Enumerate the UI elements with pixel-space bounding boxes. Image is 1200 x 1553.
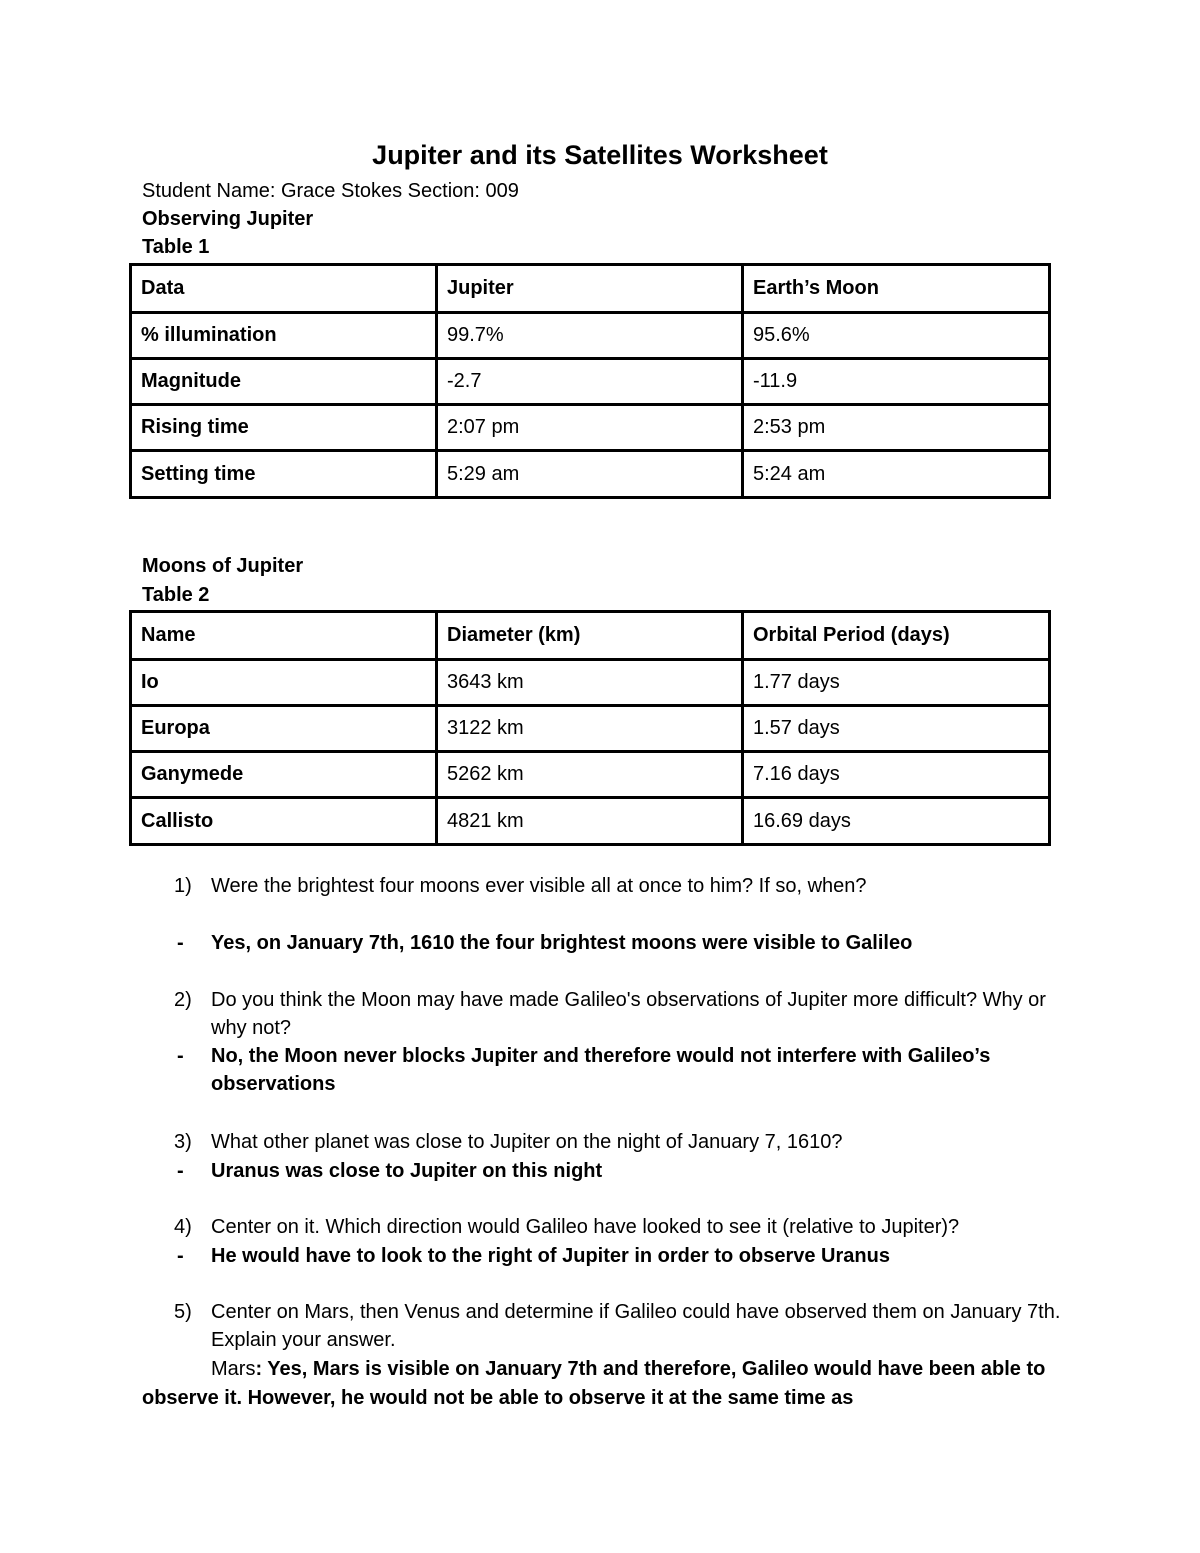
row-label: Magnitude: [131, 359, 437, 405]
question-text: Were the brightest four moons ever visible all at once to him? If so, when?: [211, 875, 867, 897]
header-cell: Diameter (km): [437, 612, 743, 660]
question-number: 4): [174, 1216, 192, 1238]
table-cell: 2:53 pm: [743, 405, 1050, 451]
question-text: Center on it. Which direction would Galileo have looked to see it (relative to Jupiter)?: [211, 1216, 960, 1238]
section-heading-moons: Moons of Jupiter: [142, 555, 304, 577]
table-header-row: [131, 612, 1050, 660]
header-cell: Data: [131, 265, 437, 313]
table-cell: 5262 km: [437, 752, 743, 798]
table-cell: 5:24 am: [743, 451, 1050, 498]
answer-text: Uranus was close to Jupiter on this night: [211, 1160, 603, 1182]
answer-dash: -: [177, 1045, 184, 1067]
header-cell: Earth’s Moon: [743, 265, 1050, 313]
answer-5-mars: [142, 1355, 1062, 1412]
table-row: [131, 313, 1050, 359]
table-cell: 1.77 days: [743, 660, 1050, 706]
table-cell: -2.7: [437, 359, 743, 405]
row-label: % illumination: [131, 313, 437, 359]
table-row: [131, 451, 1050, 498]
row-label: Rising time: [131, 405, 437, 451]
question-number: 5): [174, 1301, 192, 1323]
table-cell: 3643 km: [437, 660, 743, 706]
row-label: Europa: [131, 706, 437, 752]
header-cell: Jupiter: [437, 265, 743, 313]
student-info: Student Name: Grace Stokes Section: 009: [142, 180, 519, 202]
table-cell: 4821 km: [437, 798, 743, 845]
table-cell: 95.6%: [743, 313, 1050, 359]
table-cell: 99.7%: [437, 313, 743, 359]
table-cell: 5:29 am: [437, 451, 743, 498]
row-label: Io: [131, 660, 437, 706]
answer-dash: -: [177, 1245, 184, 1267]
table2-label: Table 2: [142, 584, 210, 606]
table-row: [131, 706, 1050, 752]
table-header-row: [131, 265, 1050, 313]
table-row: [131, 752, 1050, 798]
table-cell: 7.16 days: [743, 752, 1050, 798]
mars-label: Mars: [211, 1358, 256, 1380]
answer-text: No, the Moon never blocks Jupiter and therefore would not interfere with Galileo’s observations: [211, 1045, 991, 1095]
answer-dash: -: [177, 932, 184, 954]
table-row: [131, 359, 1050, 405]
row-label: Setting time: [131, 451, 437, 498]
question-text: Do you think the Moon may have made Galileo's observations of Jupiter more difficult? Why or why not?: [211, 989, 1046, 1039]
header-cell: Name: [131, 612, 437, 660]
table-cell: 3122 km: [437, 706, 743, 752]
table-row: [131, 660, 1050, 706]
header-cell: Orbital Period (days): [743, 612, 1050, 660]
question-number: 2): [174, 989, 192, 1011]
question-number: 1): [174, 875, 192, 897]
question-text: Center on Mars, then Venus and determine if Galileo could have observed them on January 7th. Explain your answer.: [211, 1301, 1061, 1351]
table-row: [131, 405, 1050, 451]
page-title: Jupiter and its Satellites Worksheet: [372, 140, 828, 170]
section-heading-observing: Observing Jupiter: [142, 208, 314, 230]
answer-dash: -: [177, 1160, 184, 1182]
question-text: What other planet was close to Jupiter on the night of January 7, 1610?: [211, 1131, 843, 1153]
row-label: Ganymede: [131, 752, 437, 798]
table2-moons-of-jupiter: [129, 610, 1051, 846]
table-cell: 2:07 pm: [437, 405, 743, 451]
mars-answer: : Yes, Mars is visible on January 7th and therefore, Galileo would have been able to observe it. However, he would not be able to observe it at the same time as: [142, 1358, 1046, 1409]
answer-text: Yes, on January 7th, 1610 the four brightest moons were visible to Galileo: [211, 932, 913, 954]
table-row: [131, 798, 1050, 845]
answer-text: He would have to look to the right of Jupiter in order to observe Uranus: [211, 1245, 890, 1267]
table1-observing-jupiter: [129, 263, 1051, 499]
row-label: Callisto: [131, 798, 437, 845]
table1-label: Table 1: [142, 236, 210, 258]
table-cell: 16.69 days: [743, 798, 1050, 845]
table-cell: -11.9: [743, 359, 1050, 405]
question-number: 3): [174, 1131, 192, 1153]
table-cell: 1.57 days: [743, 706, 1050, 752]
